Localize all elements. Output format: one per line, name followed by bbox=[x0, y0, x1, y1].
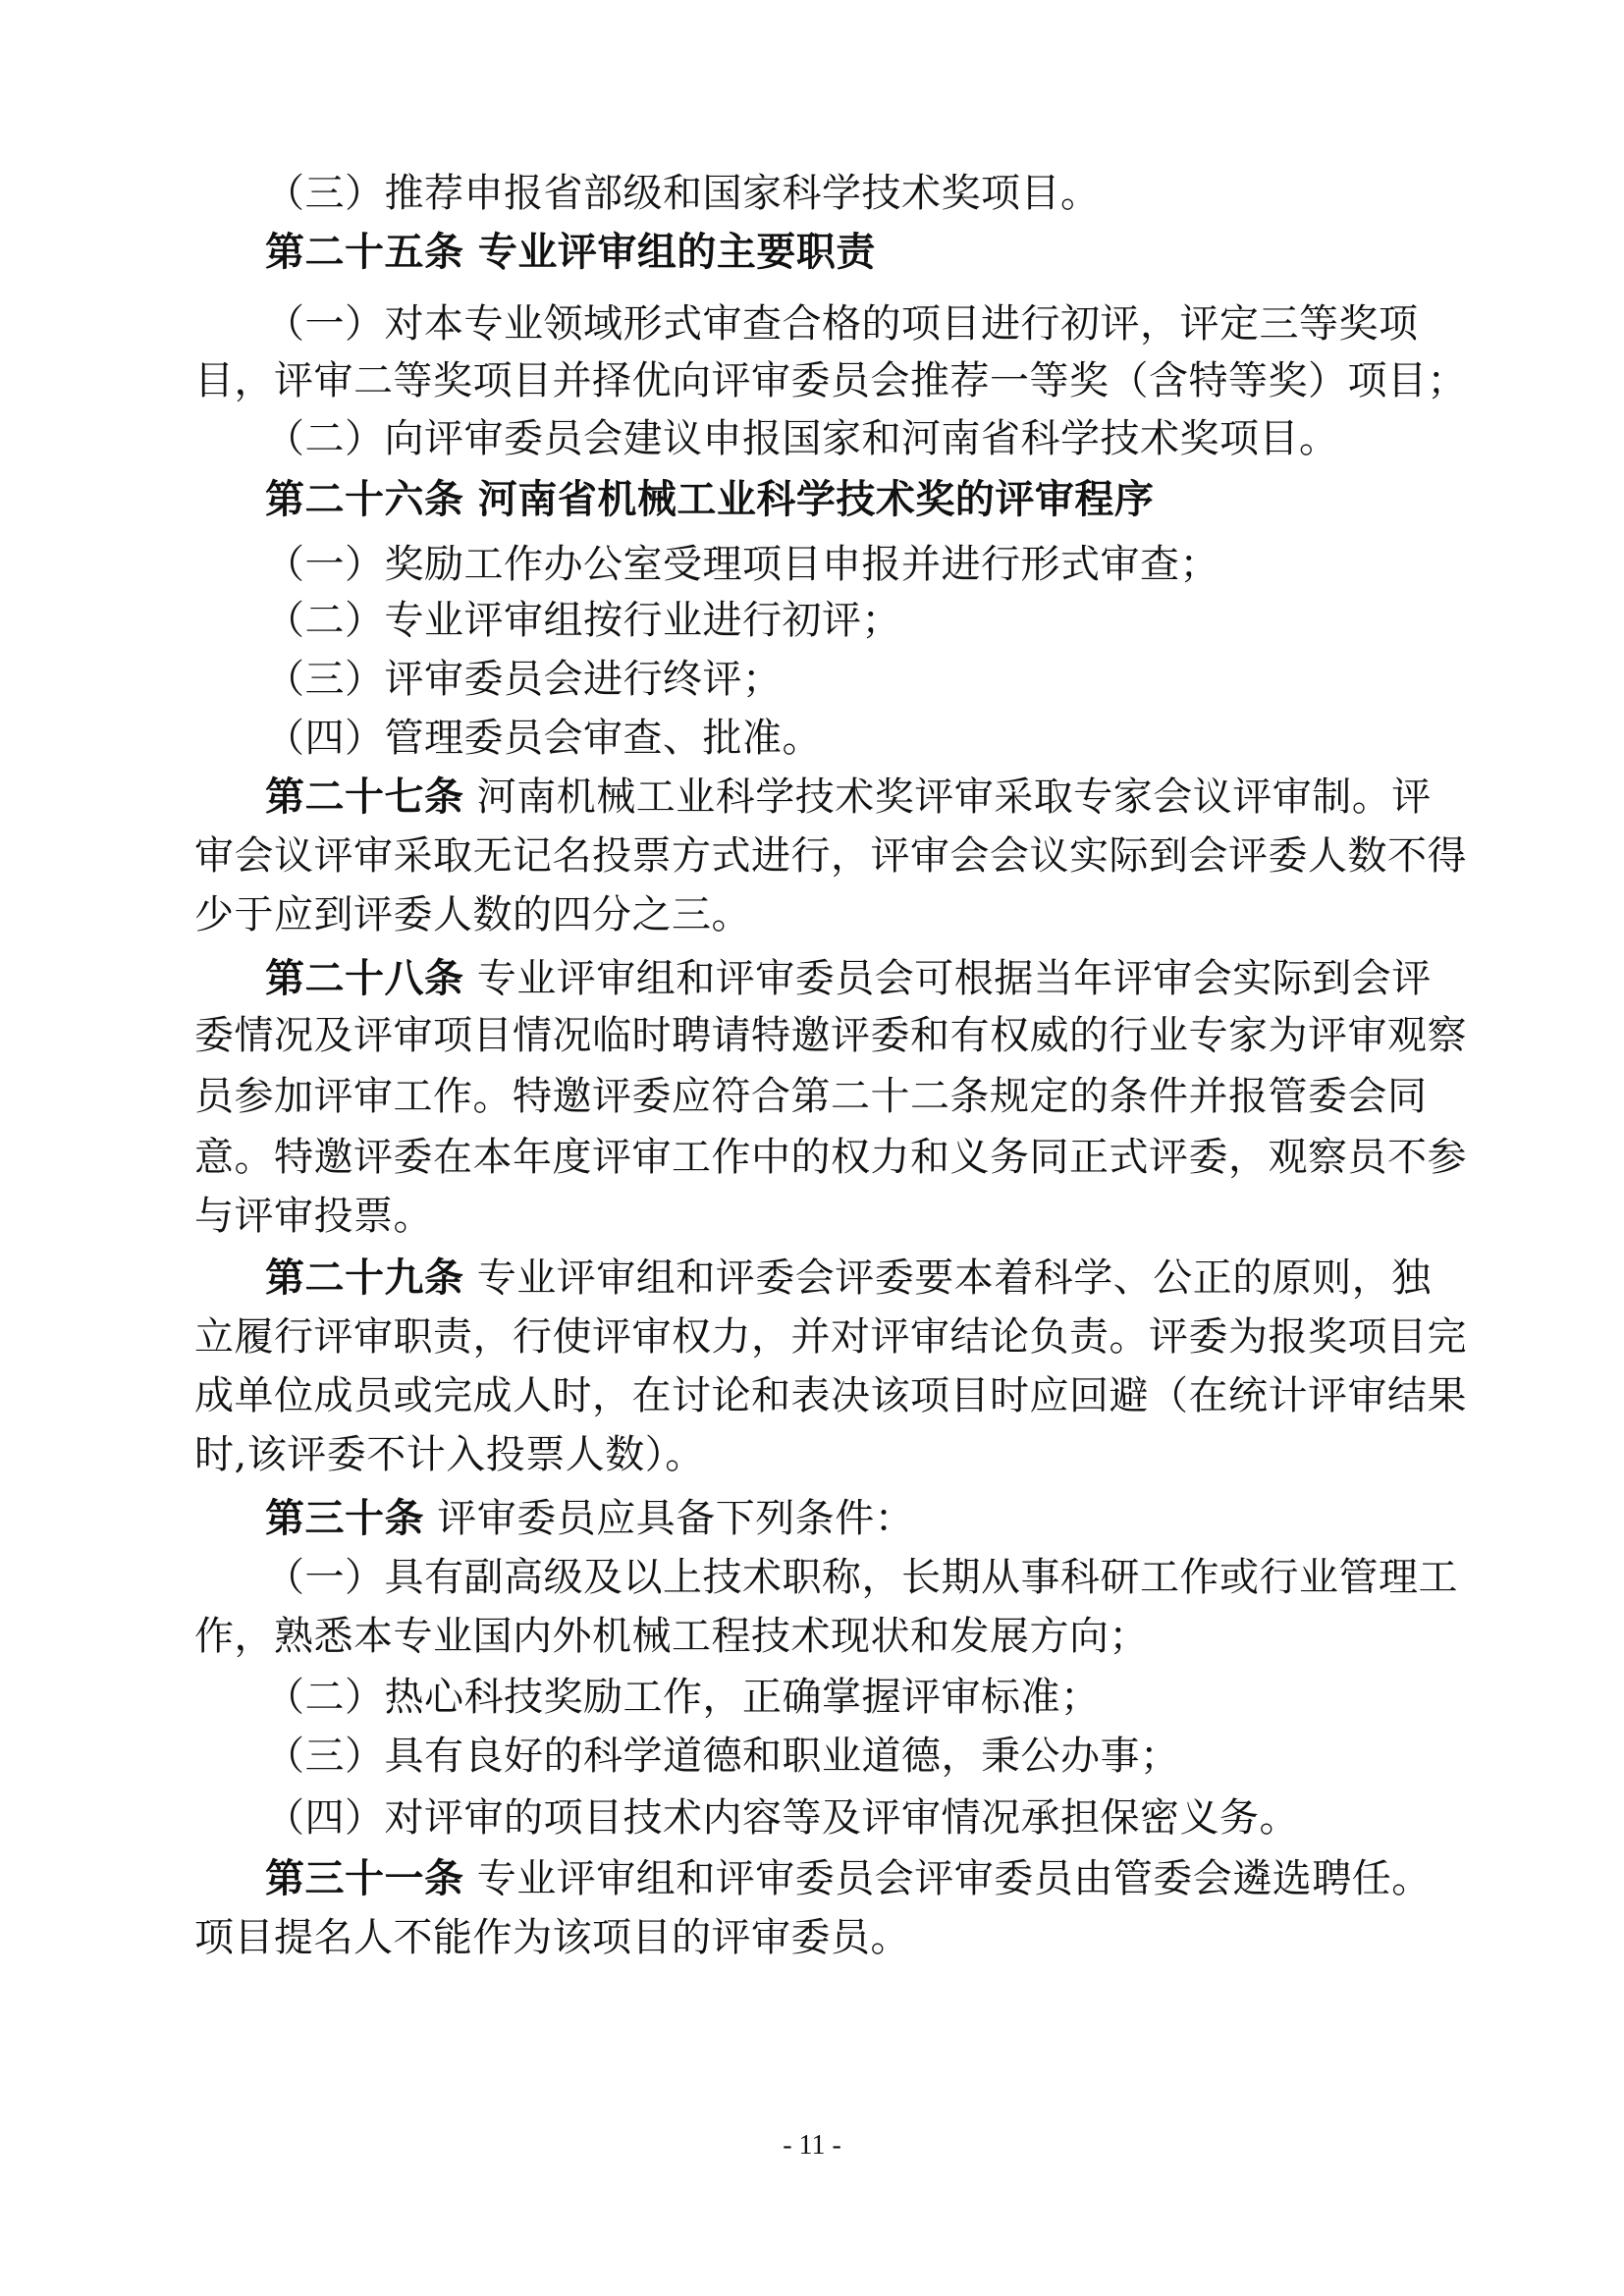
article-text: （二）向评审委员会建议申报国家和河南省科学技术奖项目。 bbox=[265, 416, 1339, 461]
article-text: （四）管理委员会审查、批准。 bbox=[265, 716, 822, 761]
article-text: 专业评审组的主要职责 bbox=[463, 230, 876, 275]
article-heading: 第三十条 bbox=[265, 1496, 424, 1541]
article-text: 成单位成员或完成人时，在讨论和表决该项目时应回避（在统计评审结果 bbox=[194, 1373, 1467, 1418]
article-heading: 第二十九条 bbox=[265, 1255, 464, 1301]
article-heading: 第二十八条 bbox=[265, 956, 464, 1001]
article-text: 专业评审组和评委会评委要本着科学、公正的原则，独 bbox=[463, 1255, 1432, 1301]
article-text: 评审委员应具备下列条件： bbox=[424, 1496, 915, 1541]
text-line bbox=[265, 949, 1432, 1008]
article-text: 河南机械工业科学技术奖评审采取专家会议评审制。评 bbox=[463, 774, 1432, 820]
article-text: 立履行评审职责，行使评审权力，并对评审结论负责。评委为报奖项目完 bbox=[194, 1314, 1467, 1360]
article-text: 专业评审组和评审委员会可根据当年评审会实际到会评 bbox=[463, 956, 1432, 1001]
article-text: 员参加评审工作。特邀评委应符合第二十二条规定的条件并报管委会同 bbox=[194, 1074, 1428, 1119]
article-text: 委情况及评审项目情况临时聘请特邀评委和有权威的行业专家为评审观察 bbox=[194, 1013, 1467, 1058]
article-text: 目，评审二等奖项目并择优向评审委员会推荐一等奖（含特等奖）项目； bbox=[194, 358, 1467, 403]
text-line bbox=[265, 535, 1219, 594]
article-text: （三）推荐申报省部级和国家科学技术奖项目。 bbox=[265, 171, 1101, 216]
text-line bbox=[194, 1006, 1467, 1065]
article-heading: 第二十五条 bbox=[265, 230, 464, 275]
article-text: （三）具有良好的科学道德和职业道德，秉公办事； bbox=[265, 1734, 1180, 1779]
text-line bbox=[265, 1727, 1180, 1786]
article-text: 作，熟悉本专业国内外机械工程技术现状和发展方向； bbox=[194, 1614, 1149, 1659]
text-line bbox=[265, 1489, 914, 1548]
article-text: （二）专业评审组按行业进行初评； bbox=[265, 598, 901, 643]
text-line bbox=[194, 1067, 1428, 1126]
text-line bbox=[194, 1366, 1467, 1425]
text-line bbox=[265, 709, 822, 768]
text-line bbox=[265, 409, 1339, 468]
text-line bbox=[265, 1548, 1458, 1607]
text-line bbox=[265, 164, 1101, 223]
text-line bbox=[265, 650, 783, 709]
article-heading: 第二十七条 bbox=[265, 774, 464, 820]
text-line bbox=[265, 591, 901, 650]
article-text: （一）对本专业领域形式审查合格的项目进行初评，评定三等奖项 bbox=[265, 301, 1419, 347]
text-line bbox=[194, 1308, 1467, 1366]
article-text: 审会议评审采取无记名投票方式进行，评审会会议实际到会评委人数不得 bbox=[194, 833, 1467, 879]
text-line bbox=[265, 294, 1419, 353]
article-text: 意。特邀评委在本年度评审工作中的权力和义务同正式评委，观察员不参 bbox=[194, 1135, 1467, 1180]
article-text: 与评审投票。 bbox=[194, 1194, 433, 1239]
article-text: （四）对评审的项目技术内容等及评审情况承担保密义务。 bbox=[265, 1795, 1299, 1841]
text-line bbox=[265, 768, 1432, 827]
text-line bbox=[194, 1425, 705, 1484]
text-line bbox=[194, 885, 751, 944]
article-heading: 第三十一条 bbox=[265, 1856, 464, 1901]
page-number: - 11 - bbox=[783, 2130, 841, 2161]
text-line bbox=[265, 1249, 1432, 1308]
article-text: （三）评审委员会进行终评； bbox=[265, 657, 783, 702]
article-text: （一）奖励工作办公室受理项目申报并进行形式审查； bbox=[265, 542, 1219, 587]
text-line bbox=[265, 1849, 1432, 1908]
article-heading: 第二十六条 bbox=[265, 477, 464, 522]
text-line bbox=[265, 223, 876, 282]
text-line bbox=[265, 1668, 1101, 1727]
text-line bbox=[194, 1187, 433, 1246]
article-text: （二）热心科技奖励工作，正确掌握评审标准； bbox=[265, 1675, 1101, 1720]
article-text: 少于应到评委人数的四分之三。 bbox=[194, 892, 751, 937]
text-line bbox=[194, 827, 1467, 885]
text-line bbox=[194, 1128, 1467, 1187]
text-line bbox=[194, 1908, 910, 1967]
text-line bbox=[194, 1607, 1149, 1666]
article-text: 项目提名人不能作为该项目的评审委员。 bbox=[194, 1915, 910, 1960]
text-line bbox=[265, 470, 1154, 529]
article-text: （一）具有副高级及以上技术职称，长期从事科研工作或行业管理工 bbox=[265, 1555, 1458, 1600]
article-text: 河南省机械工业科学技术奖的评审程序 bbox=[463, 477, 1155, 522]
text-line bbox=[265, 1789, 1299, 1847]
article-text: 专业评审组和评审委员会评审委员由管委会遴选聘任。 bbox=[463, 1856, 1432, 1901]
article-text: 时,该评委不计入投票人数）。 bbox=[194, 1432, 705, 1477]
text-line bbox=[194, 351, 1467, 410]
